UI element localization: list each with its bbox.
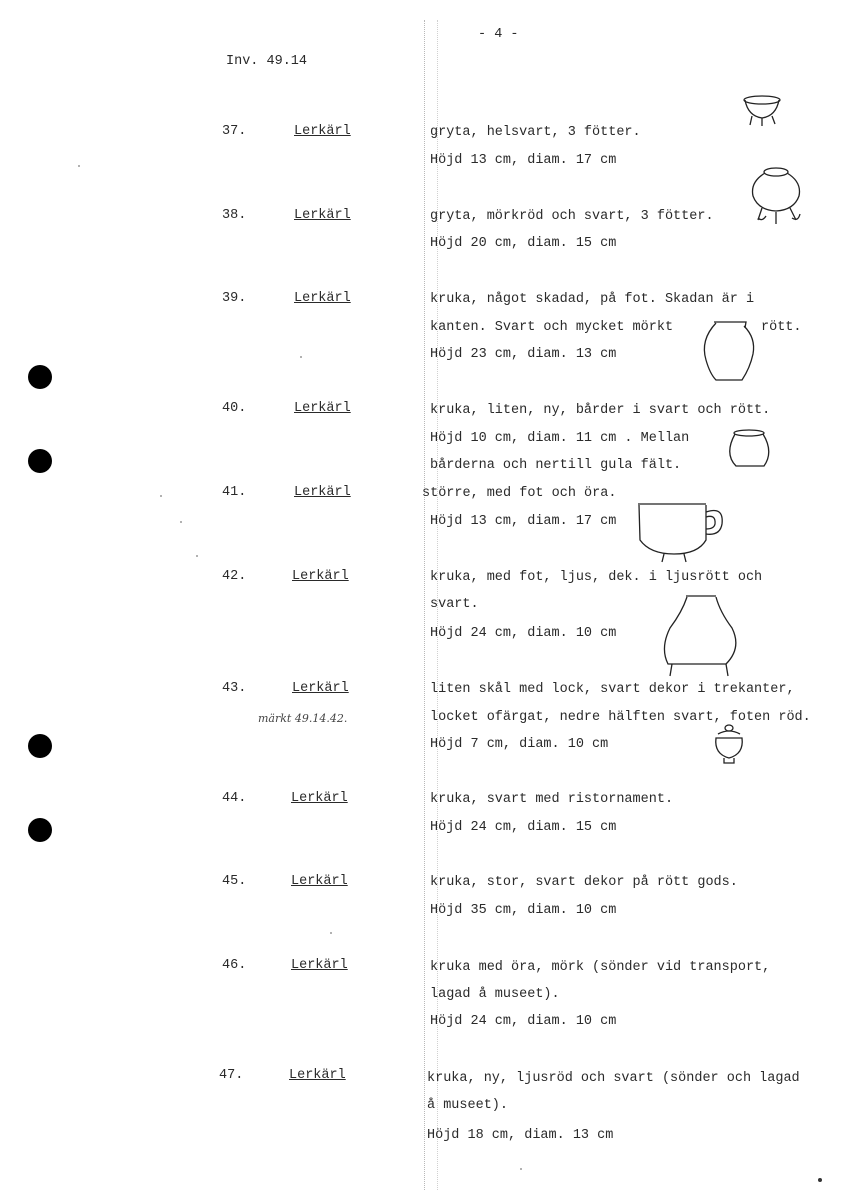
punch-hole xyxy=(28,734,52,758)
entry-line: Höjd 20 cm, diam. 15 cm xyxy=(430,236,617,251)
entry-line: rött. xyxy=(761,320,802,335)
speck xyxy=(818,1178,822,1182)
entry-title: Lerkärl xyxy=(294,485,351,500)
pot-sketch-43 xyxy=(712,722,748,768)
speck xyxy=(330,932,332,934)
entry-line: Höjd 13 cm, diam. 17 cm xyxy=(430,514,617,529)
entry-line: kruka, svart med ristornament. xyxy=(430,792,674,807)
entry-line: större, med fot och öra. xyxy=(422,486,617,501)
entry-title: Lerkärl xyxy=(292,569,349,584)
entry-number: 45. xyxy=(222,874,247,889)
entry-number: 37. xyxy=(222,124,247,139)
entry-line: liten skål med lock, svart dekor i trekanter, xyxy=(430,682,795,697)
entry-number: 38. xyxy=(222,208,247,223)
entry-title: Lerkärl xyxy=(291,791,348,806)
entry-line: kanten. Svart och mycket mörkt xyxy=(430,320,674,335)
entry-line: Höjd 24 cm, diam. 10 cm xyxy=(430,1014,617,1029)
entry-line: svart. xyxy=(430,597,479,612)
entry-title: Lerkärl xyxy=(289,1068,346,1083)
entry-title: Lerkärl xyxy=(292,681,349,696)
speck xyxy=(160,495,162,497)
pot-sketch-41 xyxy=(636,500,726,568)
handwritten-note: märkt 49.14.42. xyxy=(258,712,348,725)
entry-line: kruka, liten, ny, bårder i svart och rött. xyxy=(430,403,771,418)
entry-number: 39. xyxy=(222,291,247,306)
entry-line: bårderna och nertill gula fält. xyxy=(430,458,682,473)
punch-hole xyxy=(28,818,52,842)
pot-sketch-37 xyxy=(740,92,790,132)
entry-line: gryta, mörkröd och svart, 3 fötter. xyxy=(430,209,714,224)
entry-number: 44. xyxy=(222,791,247,806)
entry-title: Lerkärl xyxy=(294,401,351,416)
entry-number: 40. xyxy=(222,401,247,416)
entry-line: lagad å museet). xyxy=(430,987,560,1002)
entry-line: gryta, helsvart, 3 fötter. xyxy=(430,125,641,140)
pot-sketch-42 xyxy=(660,592,744,680)
entry-line: Höjd 24 cm, diam. 10 cm xyxy=(430,626,617,641)
speck xyxy=(196,555,198,557)
entry-number: 47. xyxy=(219,1068,244,1083)
entry-title: Lerkärl xyxy=(294,208,351,223)
punch-hole xyxy=(28,449,52,473)
inventory-number: Inv. 49.14 xyxy=(226,54,308,69)
entry-number: 46. xyxy=(222,958,247,973)
entry-line: Höjd 18 cm, diam. 13 cm xyxy=(427,1128,614,1143)
entry-line: Höjd 35 cm, diam. 10 cm xyxy=(430,903,617,918)
entry-title: Lerkärl xyxy=(291,958,348,973)
entry-line: Höjd 24 cm, diam. 15 cm xyxy=(430,820,617,835)
entry-title: Lerkärl xyxy=(294,291,351,306)
punch-hole xyxy=(28,365,52,389)
speck xyxy=(180,521,182,523)
entry-line: Höjd 23 cm, diam. 13 cm xyxy=(430,347,617,362)
entry-line: Höjd 7 cm, diam. 10 cm xyxy=(430,737,609,752)
entry-line: Höjd 13 cm, diam. 17 cm xyxy=(430,153,617,168)
speck xyxy=(300,356,302,358)
entry-title: Lerkärl xyxy=(291,874,348,889)
entry-line: Höjd 10 cm, diam. 11 cm . Mellan xyxy=(430,431,690,446)
speck xyxy=(78,165,80,167)
entry-line: kruka, något skadad, på fot. Skadan är i xyxy=(430,292,755,307)
entry-number: 43. xyxy=(222,681,247,696)
pot-sketch-38 xyxy=(748,164,818,236)
entry-number: 42. xyxy=(222,569,247,584)
speck xyxy=(520,1168,522,1170)
page-number: - 4 - xyxy=(478,27,519,42)
entry-number: 41. xyxy=(222,485,247,500)
entry-line: kruka med öra, mörk (sönder vid transport, xyxy=(430,960,771,975)
pot-sketch-40 xyxy=(726,428,776,470)
entry-line: kruka, med fot, ljus, dek. i ljusrött och xyxy=(430,570,763,585)
entry-line: kruka, stor, svart dekor på rött gods. xyxy=(430,875,738,890)
entry-line: å museet). xyxy=(427,1098,509,1113)
entry-line: locket ofärgat, nedre hälften svart, foten röd. xyxy=(430,710,811,725)
entry-line: kruka, ny, ljusröd och svart (sönder och lagad xyxy=(427,1071,800,1086)
entry-title: Lerkärl xyxy=(294,124,351,139)
pot-sketch-39 xyxy=(698,318,758,384)
